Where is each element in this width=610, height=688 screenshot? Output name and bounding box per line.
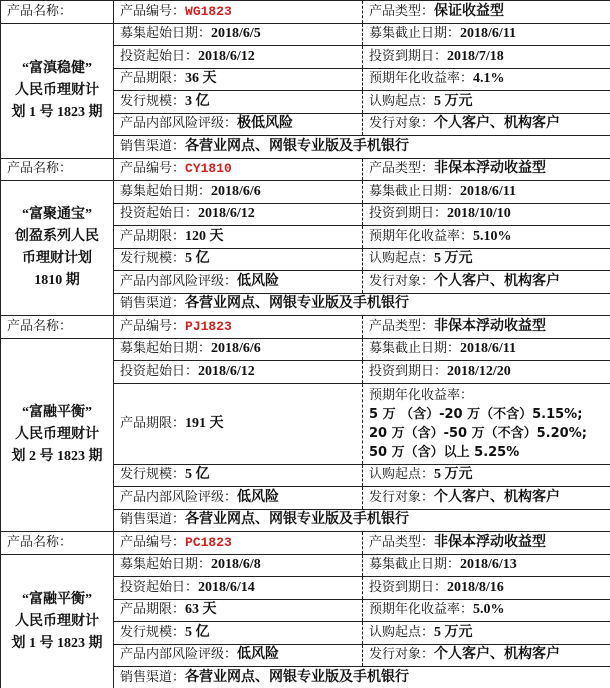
yield-tier: 50 万（含）以上 5.25%: [369, 444, 520, 460]
field-value: 5.0%: [473, 602, 505, 618]
product-name-line: 人民币理财计: [15, 426, 99, 442]
field-value: 2018/12/20: [447, 363, 511, 379]
product-type: 非保本浮动收益型: [434, 534, 547, 550]
detail-cell-left: [114, 383, 363, 464]
field-label: 发行对象：: [369, 273, 435, 289]
detail-cell-left: [114, 113, 363, 136]
product-type: 非保本浮动收益型: [434, 318, 547, 334]
field-value: 低风险: [237, 489, 280, 505]
product-name-line: 划 1 号 1823 期: [11, 635, 103, 651]
field-label: 投资到期日：: [369, 579, 448, 595]
field-label: 预期年化收益率：: [369, 602, 474, 618]
field-label: 认购起点：: [369, 251, 435, 267]
product-header-row: [1, 532, 610, 555]
detail-cell-right: [363, 554, 610, 577]
detail-cell-right: [363, 181, 610, 204]
field-label: 发行对象：: [369, 647, 435, 663]
field-label: 募集截止日期：: [369, 183, 461, 199]
product-name-line: 人民币理财计: [15, 613, 99, 629]
field-value: 个人客户、机构客户: [434, 647, 561, 663]
detail-cell-right: [363, 46, 610, 69]
field-value: 120 天: [185, 228, 224, 244]
product-name: [1, 338, 114, 532]
field-label: 预期年化收益率：: [369, 71, 474, 87]
product-type-cell: [363, 158, 610, 181]
detail-cell-left: [114, 271, 363, 294]
detail-cell-right: [363, 338, 610, 361]
product-header-row: [1, 316, 610, 339]
field-value: 5 亿: [185, 251, 210, 267]
product-type: 保证收益型: [434, 3, 505, 19]
field-value: 2018/6/14: [198, 579, 255, 595]
field-label: 发行对象：: [369, 116, 435, 132]
type-label: 产品类型：: [369, 161, 435, 177]
detail-cell-left: [114, 226, 363, 249]
field-value: 5 万元: [434, 251, 473, 267]
product-code-cell: [114, 532, 363, 555]
product-name-line: “富融平衡”: [22, 404, 92, 420]
product-code: PC1823: [185, 534, 232, 550]
detail-cell-left: [114, 203, 363, 226]
field-value: 极低风险: [237, 116, 294, 132]
field-label: 发行规模：: [120, 624, 186, 640]
field-value: 191 天: [185, 415, 224, 431]
field-value: 2018/6/5: [211, 26, 261, 42]
sales-channel-cell: [114, 293, 610, 316]
field-label: 投资起始日：: [120, 48, 199, 64]
code-label: 产品编号：: [120, 161, 186, 177]
field-value: 3 亿: [185, 93, 210, 109]
product-code-cell: [114, 1, 363, 24]
detail-cell-right: [363, 383, 610, 464]
channel-value: 各营业网点、网银专业版及手机银行: [185, 296, 410, 312]
field-label: 认购起点：: [369, 93, 435, 109]
field-label: 投资起始日：: [120, 579, 199, 595]
product-header-row: [1, 1, 610, 24]
yield-tier: 20 万（含）-50 万（不含）5.20%;: [369, 425, 587, 441]
product-code: CY1810: [185, 161, 232, 177]
detail-cell-right: [363, 203, 610, 226]
field-label: 认购起点：: [369, 624, 435, 640]
product-name-label: 产品名称：: [1, 158, 114, 181]
field-label: 发行规模：: [120, 467, 186, 483]
channel-label: 销售渠道：: [120, 138, 186, 154]
detail-cell-right: [363, 226, 610, 249]
product-name-line: 创盈系列人民: [15, 229, 99, 244]
product-code: PJ1823: [185, 318, 232, 334]
product-name-line: “富滇稳健”: [22, 60, 92, 76]
detail-cell-left: [114, 577, 363, 600]
field-value: 个人客户、机构客户: [434, 489, 561, 505]
detail-cell-right: [363, 91, 610, 114]
field-label: 投资起始日：: [120, 363, 199, 379]
code-label: 产品编号：: [120, 318, 186, 334]
field-value: 4.1%: [473, 71, 505, 87]
detail-cell-right: [363, 644, 610, 667]
type-label: 产品类型：: [369, 318, 435, 334]
field-value: 个人客户、机构客户: [434, 116, 561, 132]
field-label: 投资到期日：: [369, 363, 448, 379]
product-code-cell: [114, 316, 363, 339]
detail-cell-left: [114, 46, 363, 69]
product-name: [1, 23, 114, 158]
field-label: 募集起始日期：: [120, 26, 212, 42]
detail-cell-right: [363, 577, 610, 600]
field-value: 2018/6/11: [460, 341, 517, 357]
field-label: 产品期限：: [120, 228, 186, 244]
detail-cell-right: [363, 113, 610, 136]
field-value: 2018/8/16: [447, 579, 504, 595]
detail-cell-left: [114, 622, 363, 645]
product-type-cell: [363, 316, 610, 339]
field-label: 投资起始日：: [120, 206, 199, 222]
type-label: 产品类型：: [369, 3, 435, 19]
field-value: 5 亿: [185, 624, 210, 640]
line: 预期年化收益率：: [369, 387, 474, 403]
field-value: 5 亿: [185, 467, 210, 483]
detail-cell-right: [363, 487, 610, 510]
detail-cell-left: [114, 554, 363, 577]
detail-cell-right: [363, 68, 610, 91]
detail-cell-right: [363, 248, 610, 271]
field-value: 低风险: [237, 273, 280, 289]
field-label: 产品内部风险评级：: [120, 647, 238, 663]
code-label: 产品编号：: [120, 3, 186, 19]
detail-cell-right: [363, 361, 610, 384]
detail-cell-left: [114, 644, 363, 667]
field-label: 产品期限：: [120, 602, 186, 618]
product-code: WG1823: [185, 3, 232, 19]
field-label: 募集截止日期：: [369, 557, 461, 573]
field-label: 募集起始日期：: [120, 557, 212, 573]
field-value: 2018/10/10: [447, 206, 511, 222]
product-name-label: 产品名称：: [1, 532, 114, 555]
field-value: 5.10%: [473, 228, 512, 244]
field-label: 募集截止日期：: [369, 26, 461, 42]
field-value: 63 天: [185, 602, 217, 618]
detail-row: [1, 181, 610, 204]
field-label: 预期年化收益率：: [369, 228, 474, 244]
field-label: 募集截止日期：: [369, 341, 461, 357]
detail-cell-right: [363, 622, 610, 645]
detail-cell-left: [114, 599, 363, 622]
field-label: 发行规模：: [120, 93, 186, 109]
channel-value: 各营业网点、网银专业版及手机银行: [185, 138, 410, 154]
product-name-line: 人民币理财计: [15, 82, 99, 98]
product-name-line: 1810 期: [34, 273, 80, 288]
product-header-row: [1, 158, 610, 181]
product-name-label: 产品名称：: [1, 1, 114, 24]
field-value: 5 万元: [434, 467, 473, 483]
field-label: 产品期限：: [120, 71, 186, 87]
field-label: 投资到期日：: [369, 48, 448, 64]
product-type-cell: [363, 1, 610, 24]
field-label: 产品内部风险评级：: [120, 116, 238, 132]
field-value: 2018/6/11: [460, 26, 517, 42]
field-label: 产品内部风险评级：: [120, 273, 238, 289]
detail-cell-left: [114, 487, 363, 510]
field-value: 2018/7/18: [447, 48, 504, 64]
yield-tier: 5 万 （含）-20 万（不含）5.15%;: [369, 406, 583, 422]
field-value: 2018/6/12: [198, 206, 255, 222]
field-label: 认购起点：: [369, 467, 435, 483]
product-name-label: 产品名称：: [1, 316, 114, 339]
field-value: 36 天: [185, 71, 217, 87]
field-value: 低风险: [237, 647, 280, 663]
detail-row: [1, 338, 610, 361]
detail-cell-left: [114, 23, 363, 46]
field-label: 产品内部风险评级：: [120, 489, 238, 505]
channel-value: 各营业网点、网银专业版及手机银行: [185, 512, 410, 528]
detail-cell-left: [114, 464, 363, 487]
channel-label: 销售渠道：: [120, 669, 186, 685]
field-value: 2018/6/12: [198, 363, 255, 379]
detail-cell-left: [114, 361, 363, 384]
field-label: 募集起始日期：: [120, 183, 212, 199]
field-value: 2018/6/12: [198, 48, 255, 64]
product-type: 非保本浮动收益型: [434, 161, 547, 177]
detail-cell-left: [114, 181, 363, 204]
detail-cell-right: [363, 23, 610, 46]
detail-cell-left: [114, 338, 363, 361]
field-value: 5 万元: [434, 624, 473, 640]
product-code-cell: [114, 158, 363, 181]
detail-cell-right: [363, 464, 610, 487]
detail-cell-left: [114, 91, 363, 114]
detail-row: [1, 554, 610, 577]
field-label: 募集起始日期：: [120, 341, 212, 357]
type-label: 产品类型：: [369, 534, 435, 550]
product-name-line: 划 2 号 1823 期: [11, 448, 103, 464]
channel-label: 销售渠道：: [120, 512, 186, 528]
product-name-line: “富融平衡”: [22, 591, 92, 607]
channel-label: 销售渠道：: [120, 296, 186, 312]
sales-channel-cell: [114, 667, 610, 688]
channel-value: 各营业网点、网银专业版及手机银行: [185, 669, 410, 685]
detail-cell-left: [114, 68, 363, 91]
product-name: [1, 181, 114, 316]
field-label: 产品期限：: [120, 415, 186, 431]
field-value: 2018/6/13: [460, 557, 517, 573]
product-name-line: “富聚通宝”: [22, 207, 92, 222]
field-label: 发行对象：: [369, 489, 435, 505]
field-value: 个人客户、机构客户: [434, 273, 561, 289]
field-value: 2018/6/6: [211, 183, 261, 199]
detail-row: [1, 23, 610, 46]
detail-cell-left: [114, 248, 363, 271]
detail-cell-right: [363, 599, 610, 622]
code-label: 产品编号：: [120, 534, 186, 550]
detail-cell-right: [363, 271, 610, 294]
product-name-line: 币理财计划: [22, 251, 92, 266]
product-name-line: 划 1 号 1823 期: [11, 104, 103, 120]
field-value: 2018/6/6: [211, 341, 261, 357]
product-type-cell: [363, 532, 610, 555]
product-name: [1, 554, 114, 688]
field-value: 5 万元: [434, 93, 473, 109]
field-label: 发行规模：: [120, 251, 186, 267]
field-value: 2018/6/8: [211, 557, 261, 573]
sales-channel-cell: [114, 509, 610, 532]
field-value: 2018/6/11: [460, 183, 517, 199]
field-label: 投资到期日：: [369, 206, 448, 222]
sales-channel-cell: [114, 136, 610, 159]
